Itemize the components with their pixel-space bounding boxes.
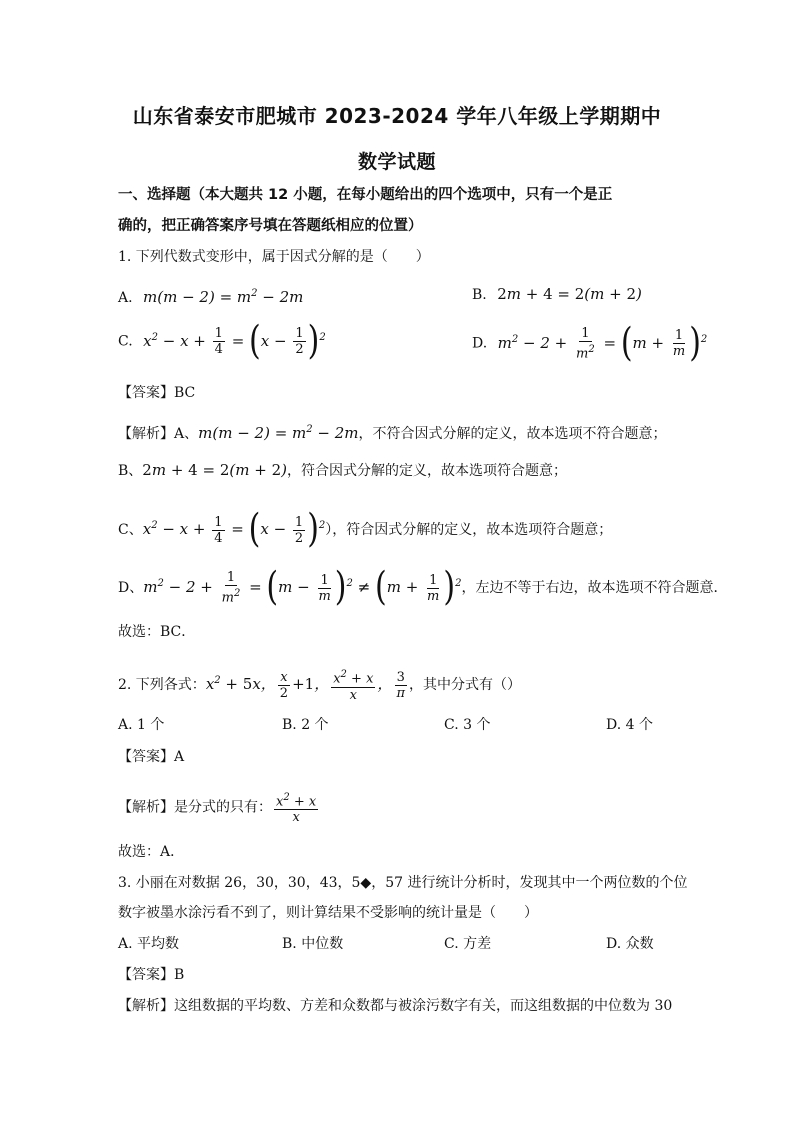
q1-analysis-c <box>118 506 613 553</box>
q1-analysis-a-formula: $m(m - 2) = m^2 - 2m$ <box>198 424 359 442</box>
q2-conclusion: 故选：A． <box>118 844 185 860</box>
q1-analysis-b-label: B、 <box>118 463 143 479</box>
q1-analysis-b-formula: 2m + 4 = 2(m + 2) <box>142 461 287 479</box>
q1-option-d <box>472 320 708 366</box>
section-heading-line2: 确的，把正确答案序号填在答题纸相应的位置） <box>118 218 423 234</box>
q2-expressions: $x^2 + 5x$， $\frac{x}{2}$ +1， $\frac{x^2 + x}{x}$ ， $\frac{3}{\pi}$ <box>205 669 405 703</box>
q3-option-a: A. 平均数 <box>118 936 180 952</box>
q1-option-c-formula: $x^2 - x$ + $\frac{1}{4}$ = (x − $\frac{1}{2}$ )$^2$ <box>143 318 326 364</box>
q3-answer: 【答案】B <box>118 967 185 983</box>
q1-analysis-d-formula: $m^2 - 2$ + $\frac{1}{m^2}$ = (m − $\frac{1}{m}$ )$^2$ ≠ (m + $\frac{1}{m}$ )$^2$ <box>143 564 462 611</box>
q1-conclusion: 故选：BC． <box>118 624 196 640</box>
q2-analysis-formula: $\frac{x^2 + x}{x}$ <box>276 792 317 826</box>
q1-option-b-formula: 2m + 4 = 2(m + 2) <box>497 285 642 303</box>
q2-option-a: A. 1 个 <box>118 717 165 733</box>
q1-option-d-formula: $m^2 - 2$ + $\frac{1}{m^2}$ = (m + $\frac{1}{m}$ )$^2$ <box>497 320 708 366</box>
q3-stem-line2: 数字被墨水涂污看不到了，则计算结果不受影响的统计量是（ ） <box>118 905 538 921</box>
q1-analysis-a-text: ，不符合因式分解的定义，故本选项不符合题意； <box>358 426 667 442</box>
q2-analysis <box>118 790 320 825</box>
q1-analysis-label: 【解析】A、 <box>118 426 199 442</box>
q1-analysis-d <box>118 564 728 611</box>
q1-option-a-formula: $m(m - 2) = m^2 - 2m$ <box>143 288 304 306</box>
section-heading-line1: 一、选择题（本大题共 12 小题，在每小题给出的四个选项中，只有一个是正 <box>118 187 613 203</box>
q2-analysis-label: 【解析】是分式的只有： <box>118 799 272 816</box>
q1-option-b <box>472 284 642 305</box>
q1-option-c <box>118 318 326 364</box>
q3-stem-line1: 3. 小丽在对数据 26，30，30，43，5◆，57 进行统计分析时，发现其中一个两位数的个位 <box>118 875 688 891</box>
q1-analysis-c-label: C、 <box>118 522 143 538</box>
q1-option-a <box>118 284 303 308</box>
q2-option-b: B. 2 个 <box>282 717 329 733</box>
q1-option-c-label: C. <box>118 333 133 350</box>
q2-option-d: D. 4 个 <box>606 717 653 733</box>
q3-option-d: D. 众数 <box>606 936 654 952</box>
q2-stem-suffix: ，其中分式有（） <box>408 677 521 693</box>
q1-stem: 1. 下列代数式变形中，属于因式分解的是（ ） <box>118 249 430 265</box>
q3-option-c: C. 方差 <box>444 936 492 952</box>
q1-analysis-d-text: ，左边不等于右边，故本选项不符合题意． <box>461 580 728 596</box>
q2-stem-prefix: 2. 下列各式： <box>118 677 206 693</box>
q1-option-b-label: B. <box>472 287 487 303</box>
q1-analysis-c-formula: $x^2 - x$ + $\frac{1}{4}$ = (x − $\frac{1}{2}$ )$^2$ <box>142 506 326 553</box>
document-title: 山东省泰安市肥城市 2023-2024 学年八年级上学期期中 <box>132 104 662 128</box>
q1-option-d-label: D. <box>472 335 488 352</box>
q1-answer: 【答案】BC <box>118 385 196 401</box>
q2-answer: 【答案】A <box>118 749 185 765</box>
q1-option-a-label: A. <box>118 290 133 306</box>
q3-option-b: B. 中位数 <box>282 936 344 952</box>
q2-stem <box>118 666 521 703</box>
document-subtitle: 数学试题 <box>357 151 436 173</box>
q2-option-c: C. 3 个 <box>444 717 491 733</box>
q1-analysis-d-label: D、 <box>118 580 144 596</box>
q3-analysis: 【解析】这组数据的平均数、方差和众数都与被涂污数字有关，而这组数据的中位数为 30 <box>118 998 673 1014</box>
q1-analysis-a <box>118 420 667 444</box>
q1-analysis-b-text: ，符合因式分解的定义，故本选项符合题意； <box>286 463 567 479</box>
q1-analysis-b <box>118 460 567 481</box>
q1-analysis-c-text: ），符合因式分解的定义，故本选项符合题意； <box>325 522 613 538</box>
